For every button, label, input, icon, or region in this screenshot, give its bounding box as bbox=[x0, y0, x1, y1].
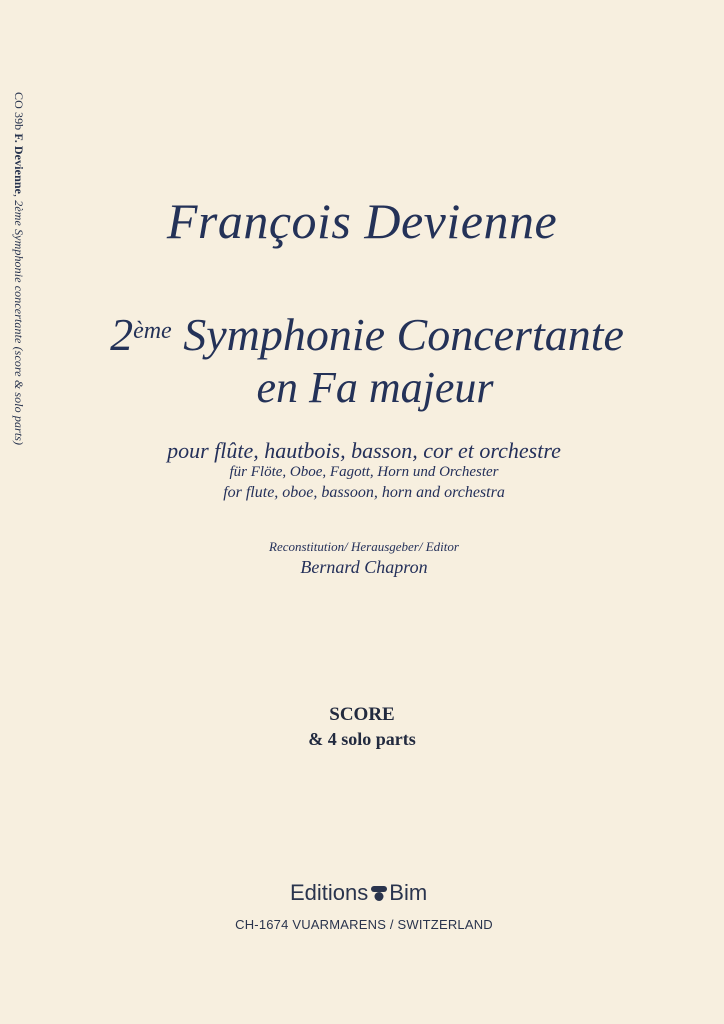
work-title-ordinal: 2 bbox=[110, 309, 134, 360]
spine-edition: (score & solo parts) bbox=[12, 346, 26, 446]
work-key: en Fa majeur bbox=[256, 363, 494, 412]
editor-name: Bernard Chapron bbox=[300, 557, 428, 577]
composer-name: François Devienne bbox=[166, 193, 558, 249]
bim-logo-icon bbox=[370, 884, 388, 902]
instrumentation-french: pour flûte, hautbois, basson, cor et orchestre bbox=[167, 438, 561, 463]
edition-score: SCORE bbox=[329, 704, 395, 725]
work-title-name: Symphonie Concertante bbox=[183, 309, 624, 360]
edition-solo-parts: & 4 solo parts bbox=[308, 729, 416, 749]
spine-title: 2ème Symphonie concertante bbox=[12, 200, 26, 344]
publisher-name-part2: Bim bbox=[389, 880, 428, 905]
instrumentation-german: für Flöte, Oboe, Fagott, Horn und Orchester bbox=[229, 464, 499, 480]
instrumentation-english: for flute, oboe, bassoon, horn and orchestra bbox=[223, 484, 505, 501]
editor-role: Reconstitution/ Herausgeber/ Editor bbox=[269, 539, 459, 554]
publisher-logo bbox=[290, 880, 427, 910]
spine-line: CO 39b F. Devienne, 2ème Symphonie concertante (score & solo parts) bbox=[12, 92, 26, 446]
work-title-ordinal-suffix: ème bbox=[133, 318, 172, 344]
publisher-name-part1: Editions bbox=[290, 880, 369, 905]
spine-catalog-code: CO 39b bbox=[12, 92, 26, 131]
work-title bbox=[0, 309, 724, 360]
spine-composer: F. Devienne bbox=[12, 133, 26, 195]
publisher-address: CH-1674 VUARMARENS / SWITZERLAND bbox=[235, 917, 493, 932]
